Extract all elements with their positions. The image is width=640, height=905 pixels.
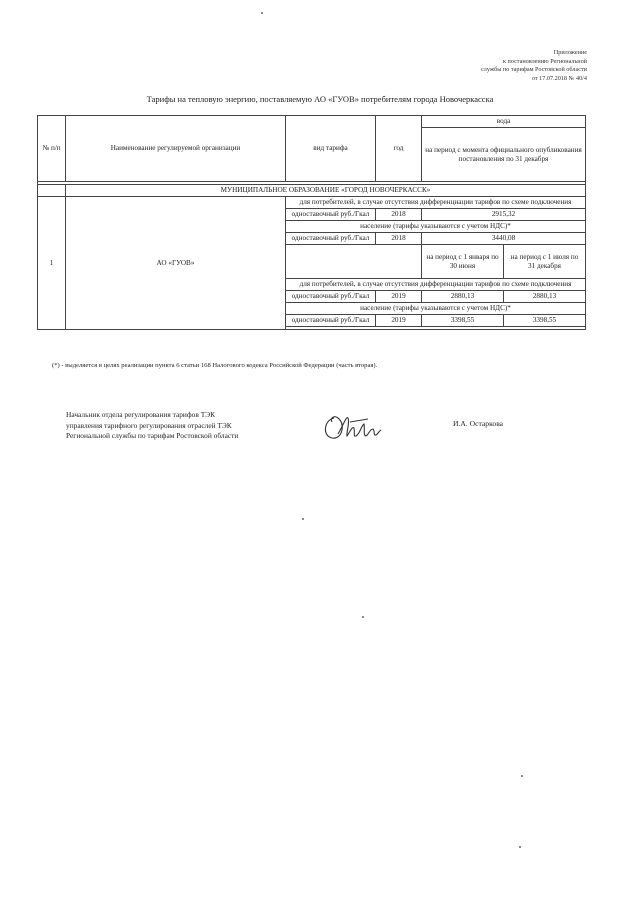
scan-speck bbox=[261, 12, 263, 14]
value-cell: 2880,13 bbox=[504, 291, 586, 303]
scan-speck bbox=[519, 846, 521, 848]
year-cell: 2018 bbox=[376, 209, 422, 221]
tariff-type-cell: одноставочный руб./Гкал bbox=[286, 233, 376, 245]
header-number: № п/п bbox=[38, 116, 66, 182]
table-bottom-spacer bbox=[286, 327, 586, 330]
document-title: Тарифы на тепловую энергию, поставляемую АО «ГУОВ» потребителям города Новочеркасска bbox=[146, 94, 494, 104]
value-cell: 3398,55 bbox=[422, 315, 504, 327]
municipality-number-cell bbox=[38, 185, 66, 197]
period-h2-header: на период с 1 июля по 31 декабря bbox=[504, 245, 586, 279]
population-2018-label: население (тарифы указываются с учетом НДС)* bbox=[286, 221, 586, 233]
organization-name: АО «ГУОВ» bbox=[66, 197, 286, 330]
row-number: 1 bbox=[38, 197, 66, 330]
scan-speck bbox=[302, 518, 304, 520]
tariff-type-cell: одноставочный руб./Гкал bbox=[286, 209, 376, 221]
header-tariff-type: вид тарифа bbox=[286, 116, 376, 182]
municipality-name: МУНИЦИПАЛЬНОЕ ОБРАЗОВАНИЕ «ГОРОД НОВОЧЕРКАССК» bbox=[66, 185, 586, 197]
signer-position-line: Начальник отдела регулирования тарифов ТЭК bbox=[66, 410, 216, 419]
signer-position-line: Региональной службы по тарифам Ростовской области bbox=[66, 431, 239, 440]
value-cell: 2880,13 bbox=[422, 291, 504, 303]
consumers-2019-label: для потребителей, в случае отсутствия дифференциации тарифов по схеме подключения bbox=[286, 279, 586, 291]
tariff-type-cell: одноставочный руб./Гкал bbox=[286, 291, 376, 303]
population-2019-label: население (тарифы указываются с учетом НДС)* bbox=[286, 303, 586, 315]
header-period: на период с момента официального опубликования постановления по 31 декабря bbox=[422, 128, 586, 182]
consumers-2018-label: для потребителей, в случае отсутствия дифференциации тарифов по схеме подключения bbox=[286, 197, 586, 209]
year-cell: 2019 bbox=[376, 315, 422, 327]
period-h1-header: на период с 1 января по 30 июня bbox=[422, 245, 504, 279]
value-cell: 3398,55 bbox=[504, 315, 586, 327]
year-cell: 2018 bbox=[376, 233, 422, 245]
signer-position bbox=[66, 410, 238, 442]
footnote: (*) - выделяется в целях реализации пункта 6 статьи 168 Налогового кодекса Российской Федерации (часть вторая). bbox=[52, 362, 378, 369]
tariff-table bbox=[37, 115, 586, 330]
year-cell: 2019 bbox=[376, 291, 422, 303]
appendix-header bbox=[407, 49, 587, 83]
appendix-line: от 17.07.2018 № 40/4 bbox=[531, 74, 587, 82]
signer-position-line: управления тарифного регулирования отраслей ТЭК bbox=[66, 420, 232, 430]
header-organization: Наименование регулируемой организации bbox=[66, 116, 286, 182]
scan-speck bbox=[362, 616, 364, 618]
appendix-line: к постановлению Региональной bbox=[502, 57, 587, 65]
appendix-line: службы по тарифам Ростовской области bbox=[481, 66, 587, 74]
scan-speck bbox=[521, 775, 523, 777]
handwritten-signature bbox=[320, 412, 384, 446]
signer-name: И.А. Остаркова bbox=[453, 419, 504, 428]
header-year: год bbox=[376, 116, 422, 182]
header-water: вода bbox=[422, 116, 586, 128]
tariff-type-cell: одноставочный руб./Гкал bbox=[286, 315, 376, 327]
period-blank-cell bbox=[286, 245, 422, 279]
value-cell: 3440,08 bbox=[422, 233, 586, 245]
appendix-line: Приложение bbox=[553, 49, 587, 56]
value-cell: 2915,32 bbox=[422, 209, 586, 221]
